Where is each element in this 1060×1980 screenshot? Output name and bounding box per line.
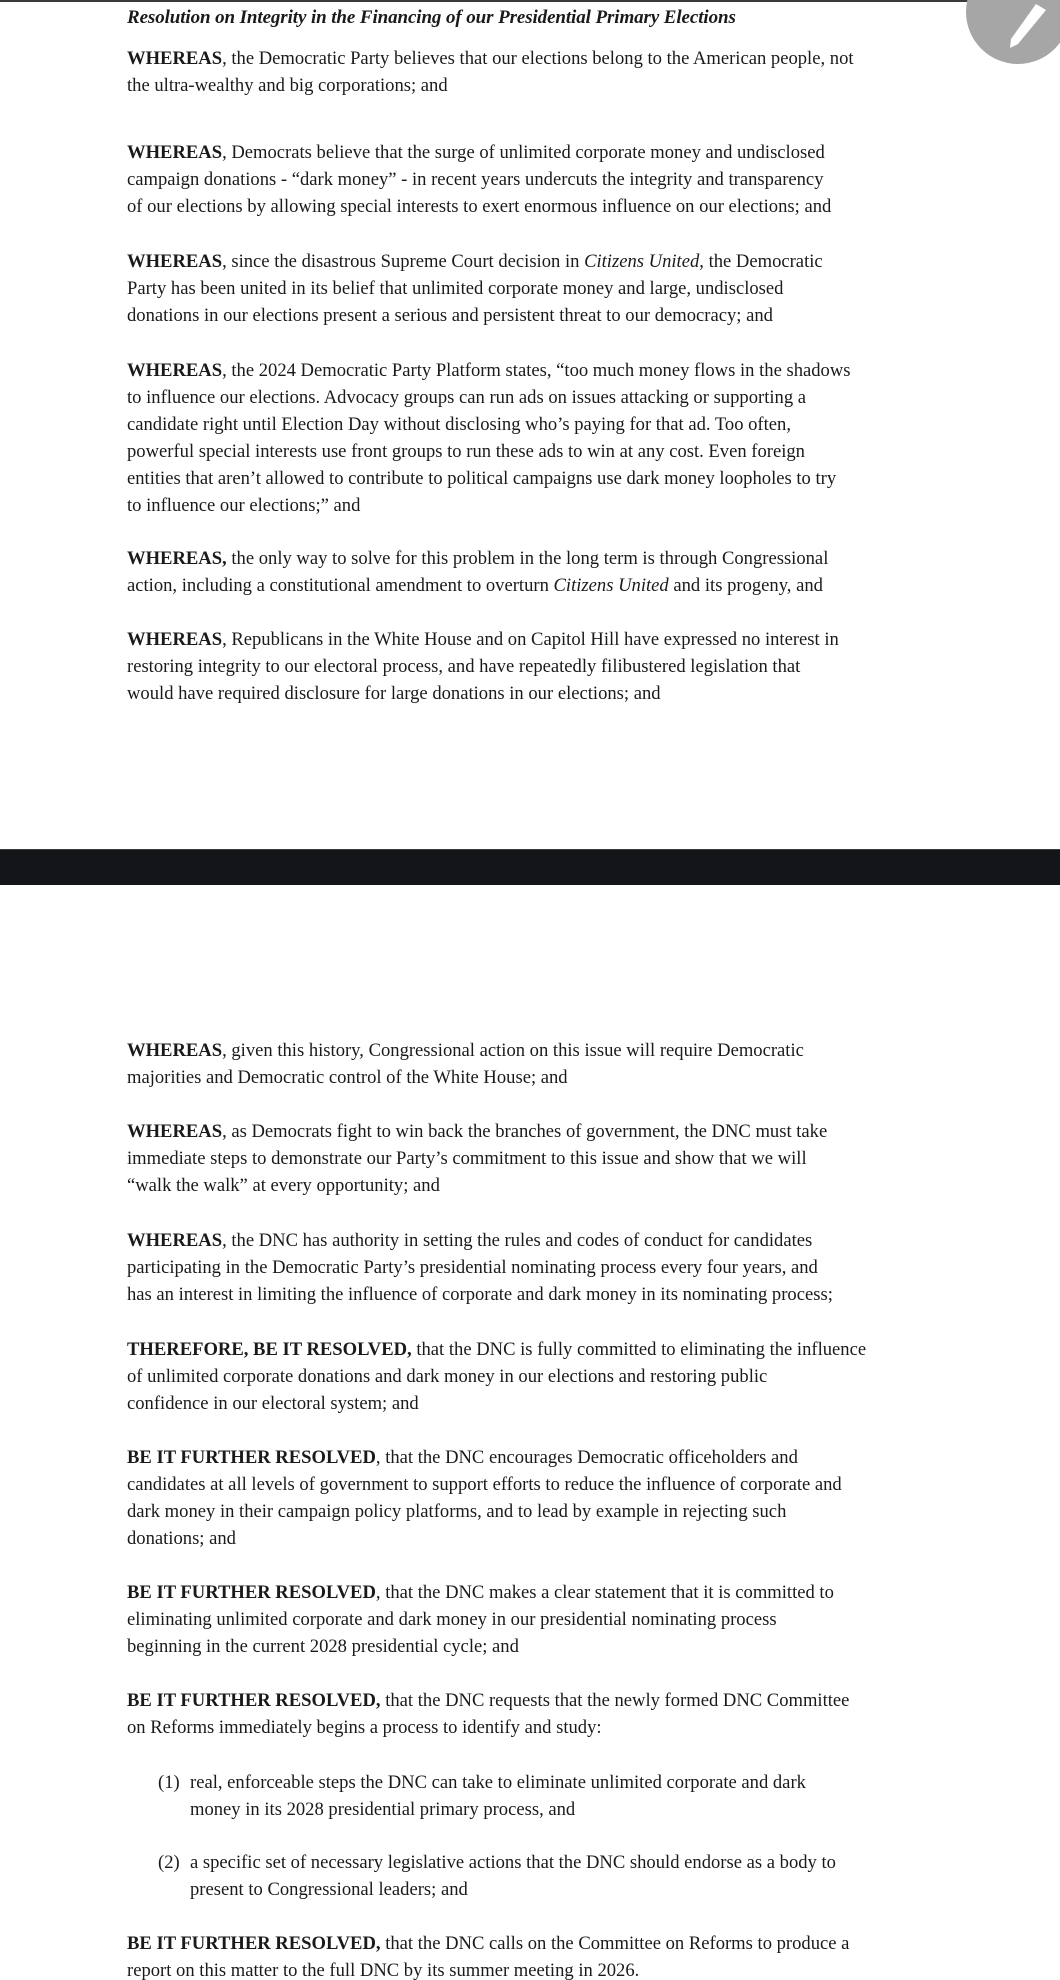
resolved-lead: BE IT FURTHER RESOLVED <box>127 1582 376 1603</box>
top-divider <box>0 0 1060 2</box>
whereas-lead: WHEREAS <box>127 251 223 272</box>
whereas-lead: WHEREAS <box>127 142 223 163</box>
paragraph-further-resolved-1: BE IT FURTHER RESOLVED, that the DNC encourages Democratic officeholders and candidates at all levels of government to support efforts to reduce the influence of corporate and dark money in their campaign policy platforms, and to lead by example in rejecting such donations; and <box>127 1447 842 1549</box>
resolved-lead: BE IT FURTHER RESOLVED, <box>127 1933 381 1954</box>
paragraph-whereas-5: WHEREAS, the only way to solve for this problem in the long term is through Congressional action, including a constitutional amendment to overturn Citizens United and its progeny, and <box>127 548 829 596</box>
whereas-lead: WHEREAS <box>127 1040 223 1061</box>
list-item: (1) real, enforceable steps the DNC can take to eliminate unlimited corporate and dark money in its 2028 presidential primary process, and <box>158 1769 958 1823</box>
paragraph-whereas-2: WHEREAS, Democrats believe that the surge of unlimited corporate money and undisclosed campaign donations - “dark money” - in recent years undercuts the integrity and transparency of our elections by allowing special interests to exert enormous influence on our elections; and <box>127 142 832 217</box>
whereas-lead: WHEREAS <box>127 629 223 650</box>
edit-button[interactable] <box>966 0 1060 64</box>
paragraph-whereas-8: WHEREAS, as Democrats fight to win back the branches of government, the DNC must take immediate steps to demonstrate our Party’s commitment to this issue and show that we will “walk the walk” at every opportunity; and <box>127 1121 828 1196</box>
paragraph-whereas-4: WHEREAS, the 2024 Democratic Party Platform states, “too much money flows in the shadows to influence our elections. Advocacy groups can run ads on issues attacking or supporting a candidate right until Election Day without disclosing who’s paying for that ad. Too often, powerful special interests use front groups to run these ads to win at any cost. Even foreign entities that aren’t allowed to contribute to political campaigns use dark money loopholes to try to influence our elections;” and <box>127 360 851 516</box>
whereas-lead: WHEREAS <box>127 1121 223 1142</box>
paragraph-whereas-6: WHEREAS, Republicans in the White House and on Capitol Hill have expressed no interest in restoring integrity to our electoral process, and have repeatedly filibustered legislation that would have required disclosure for large donations in our elections; and <box>127 629 839 704</box>
resolved-lead: BE IT FURTHER RESOLVED <box>127 1447 376 1468</box>
document-title: Resolution on Integrity in the Financing of our Presidential Primary Elections <box>127 7 736 28</box>
case-name: Citizens United <box>584 251 700 272</box>
case-name: Citizens United <box>553 575 669 596</box>
paragraph-whereas-3: WHEREAS, since the disastrous Supreme Court decision in Citizens United, the Democratic Party has been united in its belief that unlimited corporate money and large, undisclosed donations in our elections present a serious and persistent threat to our democracy; and <box>127 251 823 326</box>
paragraph-therefore-resolved: THEREFORE, BE IT RESOLVED, that the DNC is fully committed to eliminating the influence of unlimited corporate donations and dark money in our elections and restoring public confidence in our electoral system; and <box>127 1339 867 1414</box>
resolved-lead: BE IT FURTHER RESOLVED, <box>127 1690 381 1711</box>
whereas-lead: WHEREAS <box>127 360 223 381</box>
paragraph-whereas-1: WHEREAS, the Democratic Party believes that our elections belong to the American people, not the ultra-wealthy and big corporations; and <box>127 48 854 96</box>
list-item-number: (1) <box>158 1772 180 1793</box>
paragraph-whereas-7: WHEREAS, given this history, Congressional action on this issue will require Democratic majorities and Democratic control of the White House; and <box>127 1040 804 1088</box>
page-separator <box>0 849 1060 885</box>
resolved-lead: THEREFORE, BE IT RESOLVED, <box>127 1339 412 1360</box>
paragraph-whereas-9: WHEREAS, the DNC has authority in setting the rules and codes of conduct for candidates participating in the Democratic Party’s presidential nominating process every four years, and has an interest in limiting the influence of corporate and dark money in its nominating process; <box>127 1230 833 1305</box>
paragraph-further-resolved-2: BE IT FURTHER RESOLVED, that the DNC makes a clear statement that it is committed to eliminating unlimited corporate and dark money in our presidential nominating process beginning in the current 2028 presidential cycle; and <box>127 1582 834 1657</box>
list-item: (2) a specific set of necessary legislative actions that the DNC should endorse as a body to present to Congressional leaders; and <box>158 1849 958 1903</box>
whereas-lead: WHEREAS, <box>127 548 227 569</box>
pencil-icon <box>966 0 1060 64</box>
list-item-number: (2) <box>158 1852 180 1873</box>
whereas-lead: WHEREAS <box>127 48 223 69</box>
paragraph-further-resolved-3: BE IT FURTHER RESOLVED, that the DNC requests that the newly formed DNC Committee on Reforms immediately begins a process to identify and study: <box>127 1690 850 1738</box>
whereas-lead: WHEREAS <box>127 1230 223 1251</box>
paragraph-further-resolved-final: BE IT FURTHER RESOLVED, that the DNC calls on the Committee on Reforms to produce a report on this matter to the full DNC by its summer meeting in 2026. <box>127 1933 850 1980</box>
